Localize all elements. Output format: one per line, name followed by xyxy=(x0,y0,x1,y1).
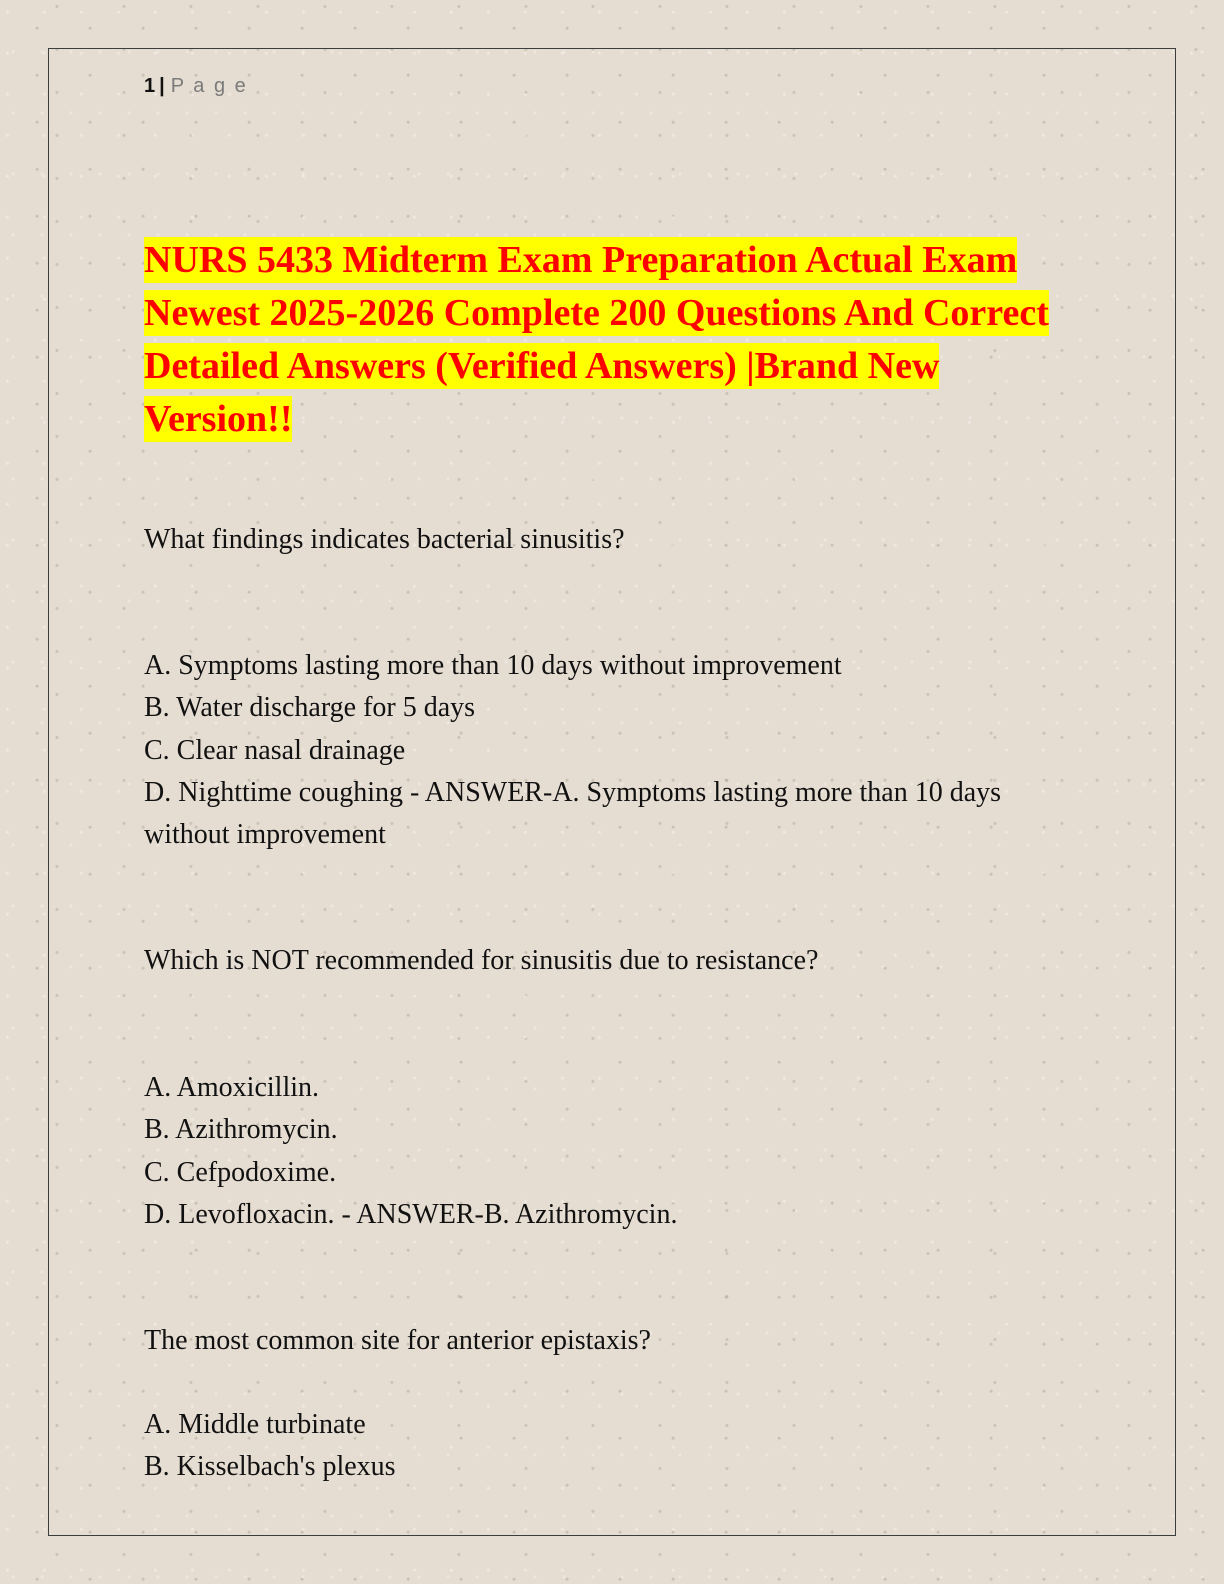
question-3 xyxy=(144,1320,1084,1362)
page-separator: | xyxy=(159,75,167,97)
question-1 xyxy=(144,519,1084,561)
option-b: B. Water discharge for 5 days xyxy=(144,692,476,724)
option-d-answer: D. Nighttime coughing - ANSWER-A. Symptoms lasting more than 10 days without improvement xyxy=(144,776,1002,851)
document-title xyxy=(144,234,1084,446)
question-text: Which is NOT recommended for sinusitis due to resistance? xyxy=(144,945,819,976)
option-a: A. Amoxicillin. xyxy=(144,1072,319,1103)
option-b: B. Kisselbach's plexus xyxy=(144,1451,396,1483)
question-text: The most common site for anterior epistaxis? xyxy=(144,1325,651,1356)
option-c: C. Clear nasal drainage xyxy=(144,734,406,766)
page-header xyxy=(144,75,248,98)
question-1-options xyxy=(144,645,1084,856)
question-3-options xyxy=(144,1404,1084,1489)
option-a: A. Middle turbinate xyxy=(144,1409,366,1440)
question-2-options xyxy=(144,1067,1084,1236)
option-d-answer: D. Levofloxacin. - ANSWER-B. Azithromycin. xyxy=(144,1198,678,1230)
option-b: B. Azithromycin. xyxy=(144,1114,338,1146)
option-a: A. Symptoms lasting more than 10 days without improvement xyxy=(144,650,842,681)
question-text: What findings indicates bacterial sinusitis? xyxy=(144,524,625,555)
page-number: 1 xyxy=(144,75,156,97)
document-title-text: NURS 5433 Midterm Exam Preparation Actual Exam Newest 2025-2026 Complete 200 Questions And Correct Detailed Answers (Verified Answers) |Brand New Version!! xyxy=(144,239,1049,440)
question-2 xyxy=(144,940,1084,982)
page-label: P a g e xyxy=(170,75,248,97)
option-c: C. Cefpodoxime. xyxy=(144,1156,337,1188)
